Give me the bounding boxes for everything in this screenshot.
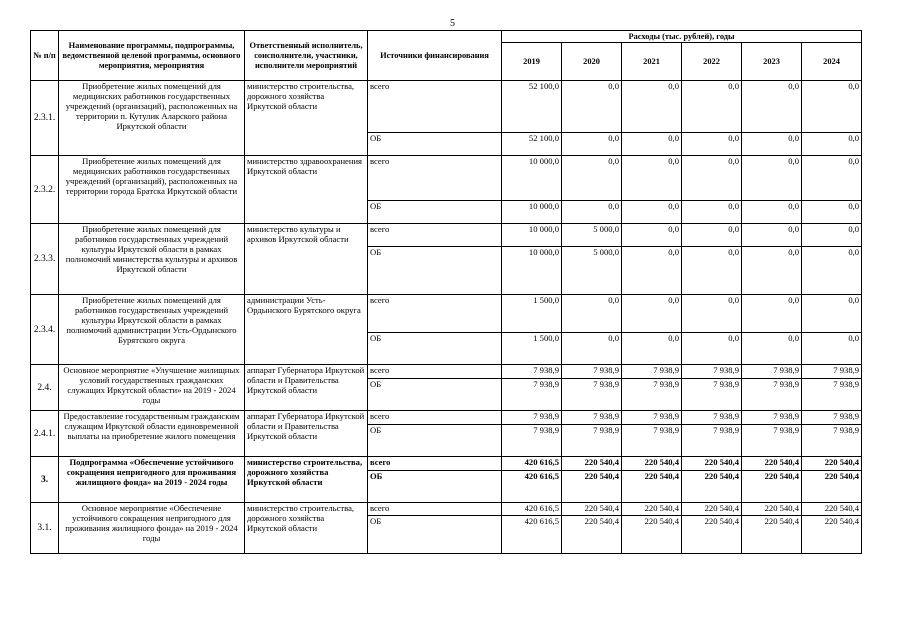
- expense-value: 220 540,4: [622, 516, 682, 554]
- responsible-executor: министерство культуры и архивов Иркутской области: [245, 224, 368, 295]
- expense-value: 220 540,4: [622, 457, 682, 471]
- expense-value: 0,0: [682, 224, 742, 247]
- expense-value: 0,0: [742, 295, 802, 333]
- header-year: 2024: [802, 43, 862, 81]
- funding-source: ОБ: [368, 516, 502, 554]
- funding-source: всего: [368, 81, 502, 133]
- expense-value: 7 938,9: [742, 425, 802, 457]
- table-row: [31, 224, 862, 247]
- table-header: [31, 31, 862, 81]
- expense-value: 7 938,9: [802, 425, 862, 457]
- expense-value: 0,0: [562, 333, 622, 365]
- funding-source: ОБ: [368, 471, 502, 503]
- table-body: [31, 81, 862, 554]
- expense-value: 220 540,4: [802, 471, 862, 503]
- expense-value: 7 938,9: [802, 411, 862, 425]
- expense-value: 10 000,0: [502, 247, 562, 295]
- header-year: 2019: [502, 43, 562, 81]
- responsible-executor: министерство строительства, дорожного хозяйства Иркутской области: [245, 457, 368, 503]
- expense-value: 7 938,9: [802, 365, 862, 379]
- measure-name: Приобретение жилых помещений для медицинских работников государственных учреждений (организаций), расположенных на территории города Братска Иркутской области: [59, 156, 245, 224]
- expense-value: 52 100,0: [502, 81, 562, 133]
- expense-value: 10 000,0: [502, 224, 562, 247]
- expense-value: 0,0: [562, 81, 622, 133]
- funding-source: всего: [368, 365, 502, 379]
- responsible-executor: администрации Усть-Ордынского Бурятского округа: [245, 295, 368, 365]
- table-row: [31, 411, 862, 425]
- table-row: [31, 365, 862, 379]
- header-year: 2020: [562, 43, 622, 81]
- funding-source: ОБ: [368, 201, 502, 224]
- expense-value: 0,0: [622, 133, 682, 156]
- expense-value: 420 616,5: [502, 471, 562, 503]
- expense-value: 7 938,9: [742, 365, 802, 379]
- expense-value: 0,0: [682, 81, 742, 133]
- expense-value: 7 938,9: [742, 379, 802, 411]
- expense-value: 0,0: [802, 224, 862, 247]
- expense-value: 0,0: [802, 295, 862, 333]
- expense-value: 420 616,5: [502, 457, 562, 471]
- expense-value: 0,0: [682, 133, 742, 156]
- expense-value: 7 938,9: [622, 411, 682, 425]
- header-year: 2022: [682, 43, 742, 81]
- expense-value: 220 540,4: [742, 471, 802, 503]
- header-year: 2021: [622, 43, 682, 81]
- row-number: 2.3.4.: [31, 295, 59, 365]
- expense-value: 7 938,9: [502, 365, 562, 379]
- expense-value: 220 540,4: [802, 457, 862, 471]
- expense-value: 220 540,4: [562, 516, 622, 554]
- expense-value: 0,0: [742, 201, 802, 224]
- measure-name: Приобретение жилых помещений для работников государственных учреждений культуры Иркутской области в рамках полномочий министерства культуры и архивов Иркутской области: [59, 224, 245, 295]
- expense-value: 220 540,4: [742, 457, 802, 471]
- funding-source: всего: [368, 224, 502, 247]
- expense-value: 7 938,9: [622, 365, 682, 379]
- funding-source: всего: [368, 156, 502, 201]
- expense-value: 0,0: [622, 247, 682, 295]
- expense-value: 1 500,0: [502, 295, 562, 333]
- expense-value: 7 938,9: [502, 379, 562, 411]
- expense-value: 0,0: [742, 133, 802, 156]
- row-number: 2.4.: [31, 365, 59, 411]
- measure-name: Подпрограмма «Обеспечение устойчивого сокращения непригодного для проживания жилищного фонда» на 2019 - 2024 годы: [59, 457, 245, 503]
- responsible-executor: аппарат Губернатора Иркутской области и Правительства Иркутской области: [245, 411, 368, 457]
- expense-value: 52 100,0: [502, 133, 562, 156]
- expense-value: 1 500,0: [502, 333, 562, 365]
- measure-name: Приобретение жилых помещений для медицинских работников государственных учреждений (организаций), расположенных на территории п. Кутулик Аларского района Иркутской области: [59, 81, 245, 156]
- expense-value: 0,0: [802, 247, 862, 295]
- expense-value: 0,0: [742, 156, 802, 201]
- row-number: 2.3.1.: [31, 81, 59, 156]
- expense-value: 220 540,4: [562, 471, 622, 503]
- table-row: [31, 156, 862, 201]
- expense-value: 7 938,9: [682, 411, 742, 425]
- expense-value: 5 000,0: [562, 224, 622, 247]
- funding-source: ОБ: [368, 133, 502, 156]
- expense-value: 7 938,9: [622, 379, 682, 411]
- expense-value: 7 938,9: [682, 379, 742, 411]
- expense-value: 220 540,4: [682, 471, 742, 503]
- expense-value: 0,0: [622, 333, 682, 365]
- expense-value: 220 540,4: [682, 516, 742, 554]
- row-number: 2.3.3.: [31, 224, 59, 295]
- expense-value: 0,0: [622, 224, 682, 247]
- expense-value: 7 938,9: [682, 365, 742, 379]
- expense-value: 0,0: [802, 81, 862, 133]
- expense-value: 0,0: [682, 295, 742, 333]
- expense-value: 220 540,4: [622, 471, 682, 503]
- expense-value: 0,0: [562, 156, 622, 201]
- responsible-executor: министерство здравоохранения Иркутской области: [245, 156, 368, 224]
- responsible-executor: министерство строительства, дорожного хозяйства Иркутской области: [245, 81, 368, 156]
- funding-source: ОБ: [368, 333, 502, 365]
- expense-value: 7 938,9: [562, 365, 622, 379]
- row-number: 2.3.2.: [31, 156, 59, 224]
- expense-value: 0,0: [742, 224, 802, 247]
- expense-value: 10 000,0: [502, 201, 562, 224]
- expense-value: 420 616,5: [502, 503, 562, 516]
- expense-value: 0,0: [562, 295, 622, 333]
- measure-name: Основное мероприятие «Улучшение жилищных условий государственных гражданских служащих Иркутской области» на 2019 - 2024 годы: [59, 365, 245, 411]
- expense-value: 420 616,5: [502, 516, 562, 554]
- expense-value: 7 938,9: [742, 411, 802, 425]
- funding-source: всего: [368, 295, 502, 333]
- expense-value: 7 938,9: [682, 425, 742, 457]
- expense-value: 220 540,4: [742, 516, 802, 554]
- row-number: 3.: [31, 457, 59, 503]
- header-num: № п/п: [31, 31, 59, 81]
- expense-value: 220 540,4: [802, 516, 862, 554]
- responsible-executor: министерство строительства, дорожного хозяйства Иркутской области: [245, 503, 368, 554]
- table-row: [31, 503, 862, 516]
- header-source: Источники финансирования: [368, 31, 502, 81]
- expense-value: 7 938,9: [562, 425, 622, 457]
- expense-value: 0,0: [682, 201, 742, 224]
- header-responsible: Ответственный исполнитель, соисполнители, участники, исполнители мероприятий: [245, 31, 368, 81]
- expense-value: 0,0: [622, 295, 682, 333]
- financing-table: [30, 30, 862, 554]
- expense-value: 220 540,4: [742, 503, 802, 516]
- table-row: [31, 295, 862, 333]
- table-row: [31, 457, 862, 471]
- expense-value: 7 938,9: [562, 411, 622, 425]
- expense-value: 220 540,4: [682, 503, 742, 516]
- expense-value: 220 540,4: [802, 503, 862, 516]
- expense-value: 220 540,4: [622, 503, 682, 516]
- measure-name: Приобретение жилых помещений для работников государственных учреждений культуры Иркутской области в рамках полномочий администрации Усть-Ордынского Бурятского округа: [59, 295, 245, 365]
- expense-value: 7 938,9: [622, 425, 682, 457]
- expense-value: 0,0: [682, 333, 742, 365]
- expense-value: 0,0: [802, 333, 862, 365]
- expense-value: 0,0: [682, 156, 742, 201]
- funding-source: всего: [368, 457, 502, 471]
- expense-value: 0,0: [682, 247, 742, 295]
- funding-source: ОБ: [368, 379, 502, 411]
- expense-value: 0,0: [802, 133, 862, 156]
- expense-value: 7 938,9: [562, 379, 622, 411]
- row-number: 2.4.1.: [31, 411, 59, 457]
- expense-value: 5 000,0: [562, 247, 622, 295]
- expense-value: 220 540,4: [682, 457, 742, 471]
- header-year: 2023: [742, 43, 802, 81]
- table-row: [31, 81, 862, 133]
- funding-source: ОБ: [368, 425, 502, 457]
- expense-value: 7 938,9: [502, 411, 562, 425]
- expense-value: 0,0: [622, 156, 682, 201]
- measure-name: Предоставление государственным гражданским служащим Иркутской области единовременной выплаты на приобретение жилого помещения: [59, 411, 245, 457]
- expense-value: 0,0: [562, 201, 622, 224]
- financing-table-sheet: [30, 30, 861, 554]
- page-number: 5: [450, 18, 455, 29]
- measure-name: Основное мероприятие «Обеспечение устойчивого сокращения непригодного для проживания жилищного фонда» на 2019 - 2024 годы: [59, 503, 245, 554]
- expense-value: 0,0: [622, 201, 682, 224]
- row-number: 3.1.: [31, 503, 59, 554]
- expense-value: 0,0: [802, 201, 862, 224]
- expense-value: 0,0: [802, 156, 862, 201]
- expense-value: 220 540,4: [562, 457, 622, 471]
- funding-source: всего: [368, 411, 502, 425]
- funding-source: ОБ: [368, 247, 502, 295]
- expense-value: 7 938,9: [802, 379, 862, 411]
- funding-source: всего: [368, 503, 502, 516]
- header-expenses: Расходы (тыс. рублей), годы: [502, 31, 862, 43]
- expense-value: 0,0: [562, 133, 622, 156]
- expense-value: 10 000,0: [502, 156, 562, 201]
- responsible-executor: аппарат Губернатора Иркутской области и Правительства Иркутской области: [245, 365, 368, 411]
- expense-value: 0,0: [742, 247, 802, 295]
- expense-value: 0,0: [742, 333, 802, 365]
- header-name: Наименование программы, подпрограммы, ведомственной целевой программы, основного мероприятия, мероприятия: [59, 31, 245, 81]
- expense-value: 0,0: [622, 81, 682, 133]
- expense-value: 220 540,4: [562, 503, 622, 516]
- expense-value: 0,0: [742, 81, 802, 133]
- expense-value: 7 938,9: [502, 425, 562, 457]
